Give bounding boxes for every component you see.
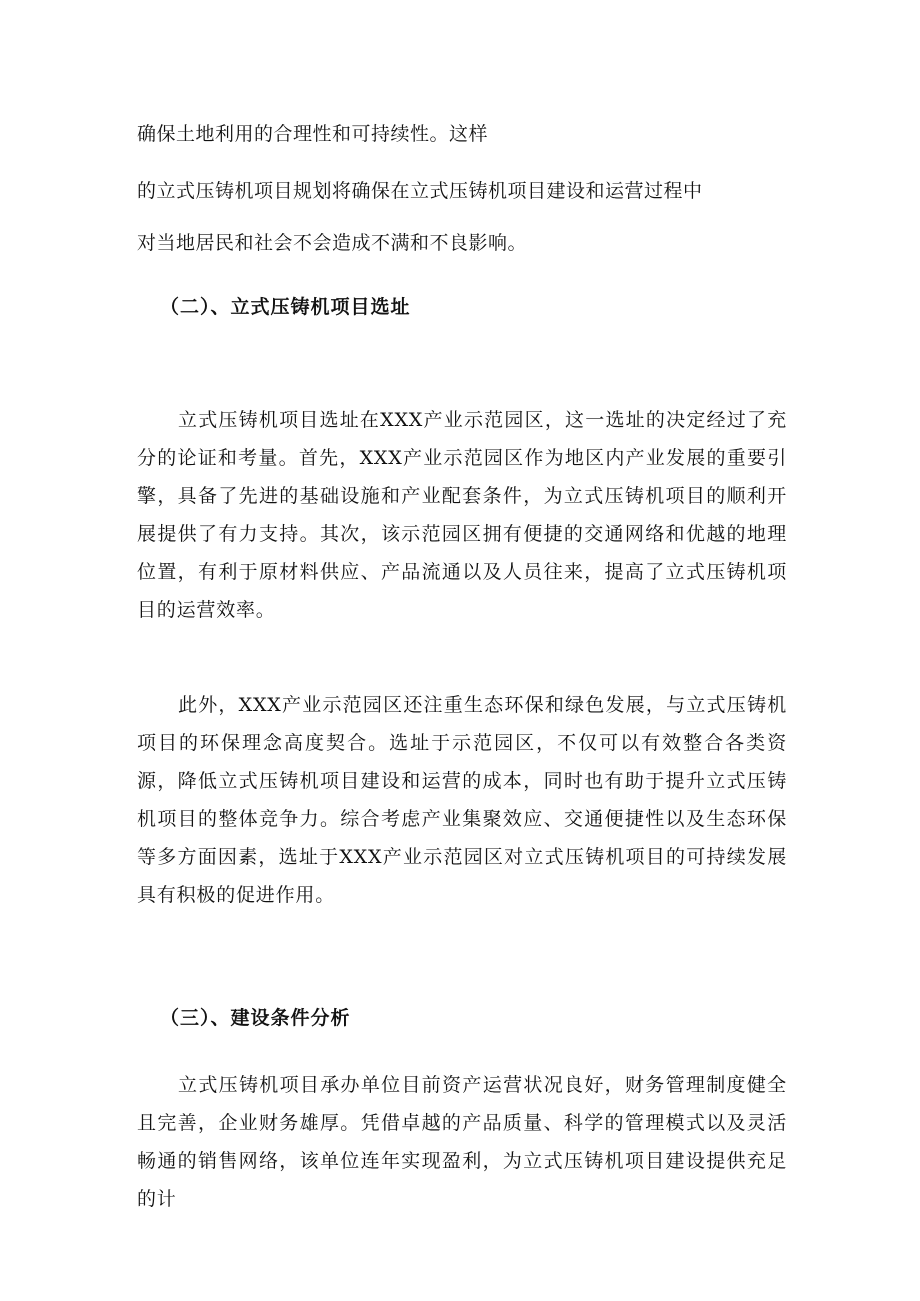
paragraph-site-selection-1: 立式压铸机项目选址在XXX产业示范园区，这一选址的决定经过了充分的论证和考量。首先，XXX产业示范园区作为地区内产业发展的重要引擎，具备了先进的基础设施和产业配套条件，为立式压铸机项目的顺利开展提供了有力支持。其次，该示范园区拥有便捷的交通网络和优越的地理位置，有利于原材料供应、产品流通以及人员往来，提高了立式压铸机项目的运营效率。 xyxy=(137,409,787,621)
intro-line-2: 的立式压铸机项目规划将确保在立式压铸机项目建设和运营过程中 xyxy=(137,180,703,202)
paragraph-construction-conditions-1: 立式压铸机项目承办单位目前资产运营状况良好，财务管理制度健全且完善，企业财务雄厚。凭借卓越的产品质量、科学的管理模式以及灵活畅通的销售网络，该单位连年实现盈利，为立式压铸机项目建设提供充足的计 xyxy=(137,1074,787,1210)
intro-line-1: 确保土地利用的合理性和可持续性。这样 xyxy=(137,123,489,145)
paragraph-site-selection-2: 此外，XXX产业示范园区还注重生态环保和绿色发展，与立式压铸机项目的环保理念高度契合。选址于示范园区，不仅可以有效整合各类资源，降低立式压铸机项目建设和运营的成本，同时也有助于提升立式压铸机项目的整体竞争力。综合考虑产业集聚效应、交通便捷性以及生态环保等多方面因素，选址于XXX产业示范园区对立式压铸机项目的可持续发展具有积极的促进作用。 xyxy=(137,694,787,906)
section-heading-site-selection: （二）、立式压铸机项目选址 xyxy=(160,296,411,318)
intro-line-3: 对当地居民和社会不会造成不满和不良影响。 xyxy=(137,232,528,254)
section-heading-construction-conditions: （三）、建设条件分析 xyxy=(160,1007,351,1029)
